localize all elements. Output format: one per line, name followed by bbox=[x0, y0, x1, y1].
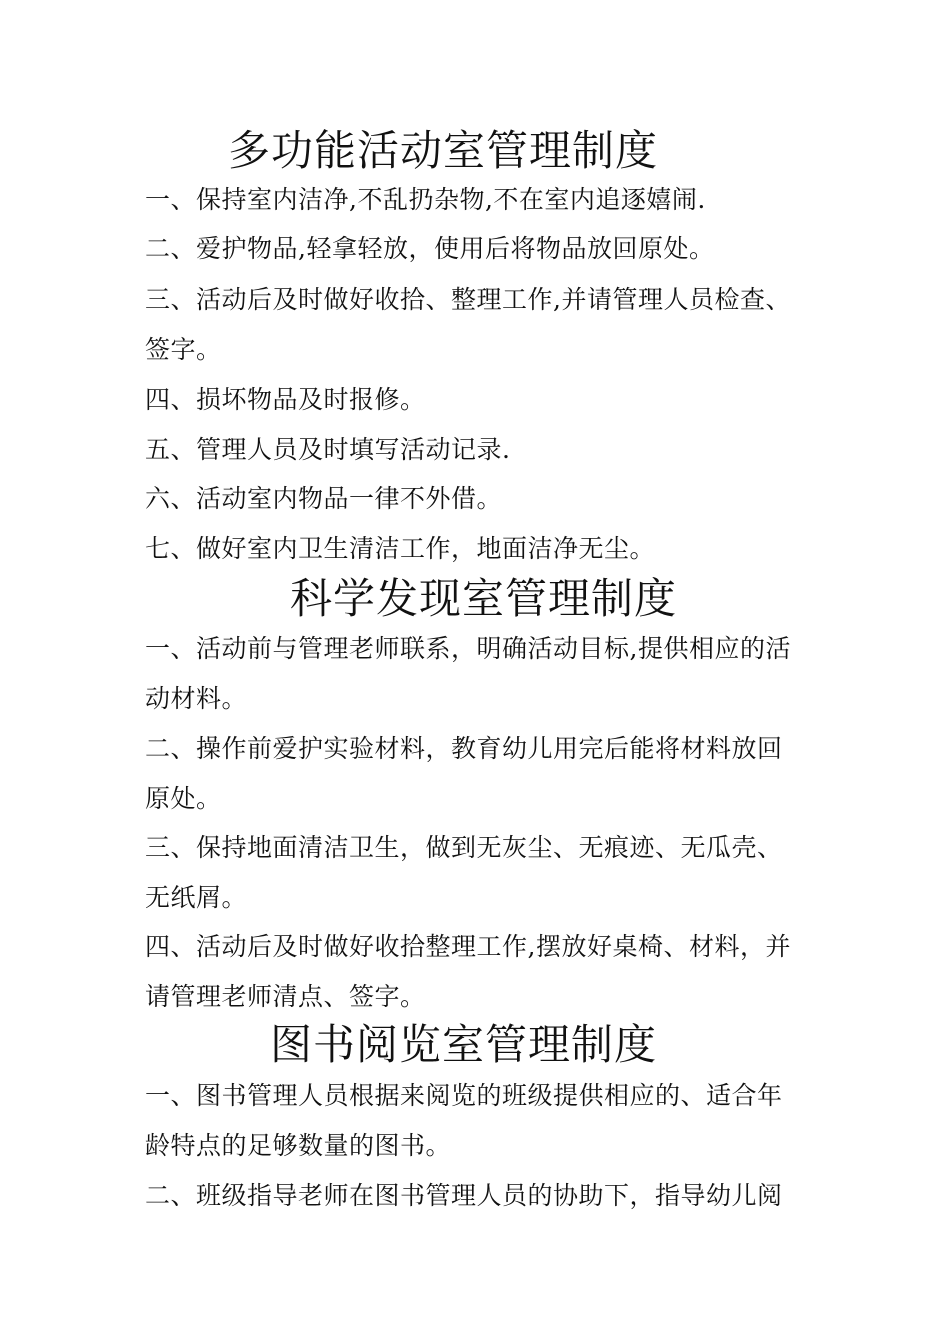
rule-line: 三、活动后及时做好收拾、整理工作,并请管理人员检查、 bbox=[145, 285, 791, 314]
rule-line: 六、活动室内物品一律不外借。 bbox=[145, 484, 503, 513]
rule-line: 四、损坏物品及时报修。 bbox=[145, 385, 426, 414]
rule-line: 原处。 bbox=[145, 784, 222, 813]
rule-line: 四、活动后及时做好收拾整理工作,摆放好桌椅、材料，并 bbox=[145, 932, 791, 961]
rule-line: 一、保持室内洁净,不乱扔杂物,不在室内追逐嬉闹. bbox=[145, 185, 706, 214]
rule-line: 一、图书管理人员根据来阅览的班级提供相应的、适合年 bbox=[145, 1081, 783, 1110]
section-title-multifunction-room: 多功能活动室管理制度 bbox=[228, 126, 659, 175]
rule-line: 三、保持地面清洁卫生，做到无灰尘、无痕迹、无瓜壳、 bbox=[145, 833, 783, 862]
rule-line: 签字。 bbox=[145, 335, 222, 364]
section-title-reading-room: 图书阅览室管理制度 bbox=[270, 1020, 658, 1069]
rule-line: 二、班级指导老师在图书管理人员的协助下，指导幼儿阅 bbox=[145, 1181, 783, 1210]
rule-line: 无纸屑。 bbox=[145, 883, 248, 912]
rule-line: 龄特点的足够数量的图书。 bbox=[145, 1131, 452, 1160]
rule-line: 七、做好室内卫生清洁工作，地面洁净无尘。 bbox=[145, 534, 656, 563]
section-title-science-room: 科学发现室管理制度 bbox=[290, 574, 678, 623]
rule-line: 五、管理人员及时填写活动记录. bbox=[145, 435, 511, 464]
rule-line: 二、操作前爱护实验材料，教育幼儿用完后能将材料放回 bbox=[145, 734, 783, 763]
rule-line: 动材料。 bbox=[145, 684, 248, 713]
rule-line: 请管理老师清点、签字。 bbox=[145, 982, 426, 1011]
rule-line: 二、爱护物品,轻拿轻放，使用后将物品放回原处。 bbox=[145, 234, 715, 263]
rule-line: 一、活动前与管理老师联系，明确活动目标,提供相应的活 bbox=[145, 634, 791, 663]
